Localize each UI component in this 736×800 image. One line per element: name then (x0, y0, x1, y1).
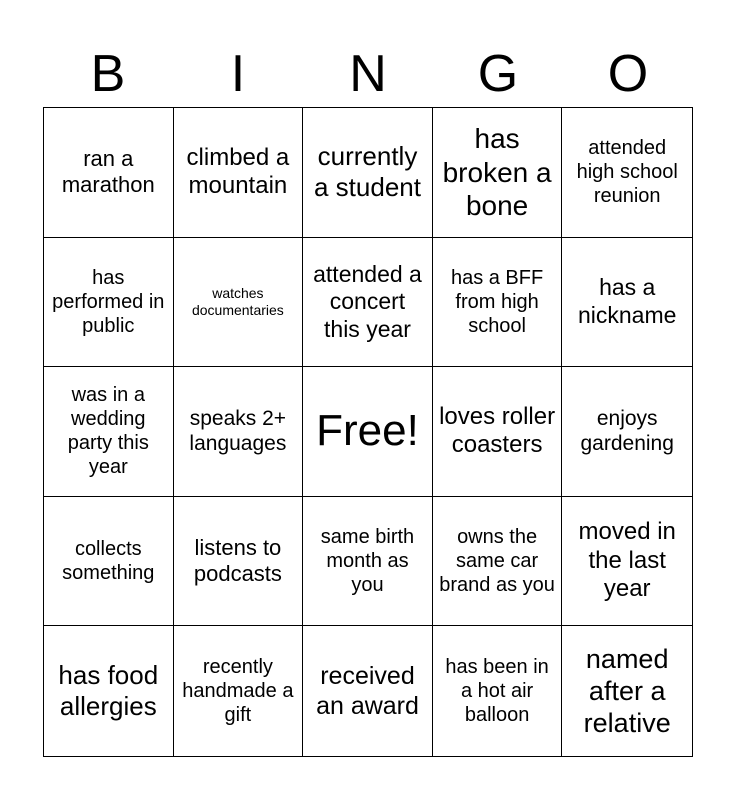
bingo-cell[interactable]: named after a relative (583, 643, 671, 739)
bingo-cell[interactable]: has food allergies (44, 626, 174, 756)
header-letter-b: B (90, 45, 126, 103)
bingo-cell[interactable]: attended high school reunion (562, 108, 692, 238)
bingo-cell[interactable]: received an award (303, 626, 433, 756)
free-space[interactable]: Free! (303, 367, 433, 497)
header-letter-n: N (349, 45, 387, 103)
bingo-cell[interactable]: ran a marathon (44, 108, 174, 238)
bingo-cell[interactable]: has performed in public (44, 238, 174, 368)
bingo-cell[interactable]: moved in the last year (562, 497, 692, 627)
bingo-cell[interactable]: watches documentaries (174, 238, 304, 368)
header-letter-o: O (607, 45, 649, 103)
bingo-cell[interactable]: currently a student (303, 108, 433, 238)
bingo-cell[interactable]: enjoys gardening (562, 367, 692, 497)
bingo-cell[interactable]: was in a wedding party this year (44, 367, 174, 497)
header-letter-i: I (230, 45, 246, 103)
bingo-cell[interactable]: owns the same car brand as you (433, 497, 563, 627)
bingo-cell[interactable]: same birth month as you (303, 497, 433, 627)
bingo-cell[interactable]: listens to podcasts (174, 497, 304, 627)
bingo-cell[interactable]: recently handmade a gift (174, 626, 304, 756)
bingo-cell[interactable]: loves roller coasters (433, 367, 563, 497)
bingo-cell[interactable]: collects something (44, 497, 174, 627)
bingo-cell[interactable]: has a BFF from high school (433, 238, 563, 368)
bingo-header (43, 40, 693, 108)
bingo-cell[interactable]: has broken a bone (433, 108, 563, 238)
bingo-cell[interactable]: attended a concert this year (303, 238, 433, 368)
header-letter-g: G (477, 45, 519, 103)
bingo-cell[interactable]: has been in a hot air balloon (433, 626, 563, 756)
bingo-board (43, 107, 693, 757)
bingo-cell[interactable]: climbed a mountain (174, 108, 304, 238)
bingo-cell[interactable]: has a nickname (562, 238, 692, 368)
bingo-cell[interactable]: speaks 2+ languages (174, 367, 304, 497)
